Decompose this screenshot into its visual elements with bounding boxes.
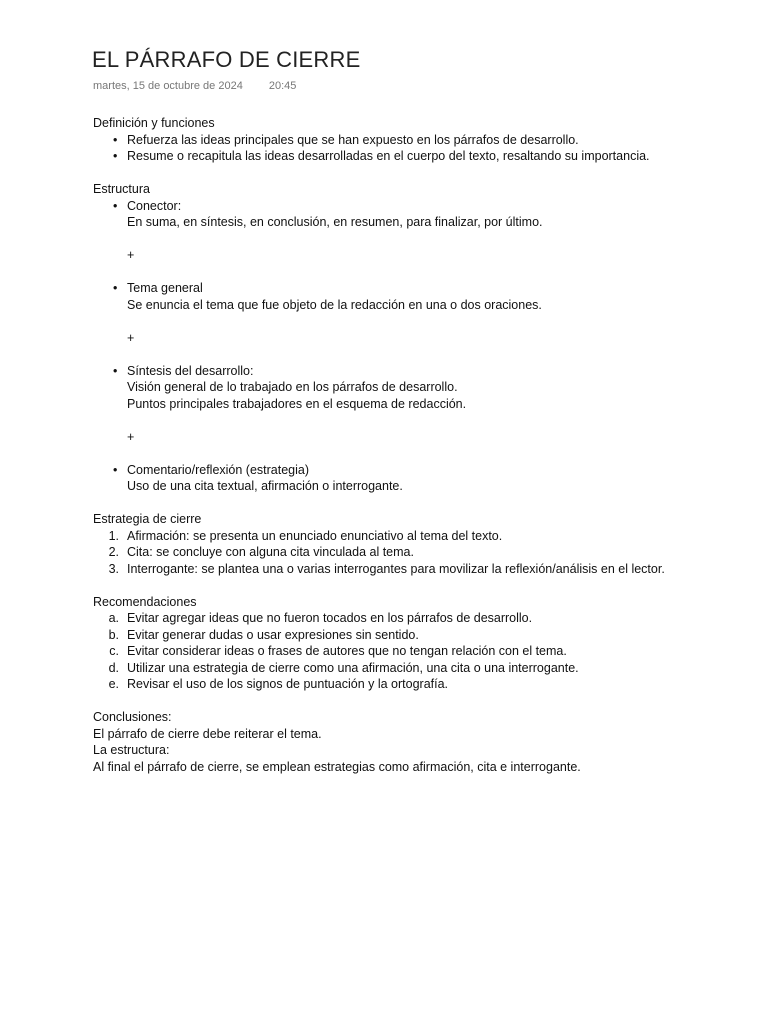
- section-heading-estrategia: Estrategia de cierre: [93, 512, 202, 526]
- item-label: • Comentario/reflexión (estrategia): [127, 462, 310, 477]
- item-text: Cita: se concluye con alguna cita vinculada al tema.: [127, 545, 414, 559]
- list-item: [93, 561, 693, 578]
- list-marker: 2.: [108, 545, 119, 559]
- list-item: [93, 528, 693, 545]
- list-marker: e.: [108, 677, 119, 691]
- list-item: [93, 627, 693, 644]
- item-text: Interrogante: se plantea una o varias interrogantes para movilizar la reflexión/análisis en el lector.: [127, 561, 665, 576]
- list-item: [93, 676, 693, 693]
- recomendaciones-list: [93, 610, 693, 693]
- definicion-list: [93, 132, 693, 165]
- item-line: Puntos principales trabajadores en el esquema de redacción.: [127, 396, 467, 411]
- item-text: Evitar considerar ideas o frases de autores que no tengan relación con el tema.: [127, 644, 567, 658]
- list-item: [93, 363, 693, 413]
- timestamp: [93, 78, 296, 95]
- list-item: [93, 462, 693, 495]
- estructura-list: [93, 363, 693, 413]
- list-item: • Refuerza las ideas principales que se han expuesto en los párrafos de desarrollo.: [93, 132, 693, 149]
- date-label: martes, 15 de octubre de 2024: [93, 80, 243, 92]
- item-label: • Conector:: [127, 198, 182, 213]
- list-marker: 3.: [108, 561, 119, 576]
- plus-sign: +: [127, 330, 135, 345]
- section-heading-recomendaciones: Recomendaciones: [93, 594, 197, 609]
- conclusion-line: La estructura:: [93, 743, 170, 757]
- list-marker: c.: [109, 644, 119, 658]
- estructura-list: [93, 462, 693, 495]
- item-line: En suma, en síntesis, en conclusión, en resumen, para finalizar, por último.: [127, 215, 543, 229]
- list-item: [93, 198, 693, 231]
- section-heading-estructura: Estructura: [93, 182, 150, 196]
- conclusion-line: Conclusiones:: [93, 710, 172, 724]
- estrategia-list: [93, 528, 693, 578]
- plus-sign: +: [127, 429, 135, 444]
- list-marker: a.: [108, 611, 119, 625]
- plus-sign: +: [127, 248, 135, 262]
- item-text: Utilizar una estrategia de cierre como una afirmación, una cita o una interrogante.: [127, 660, 579, 675]
- note-body: [93, 115, 693, 775]
- conclusiones-block: [93, 709, 693, 775]
- item-line: Uso de una cita textual, afirmación o interrogante.: [127, 479, 403, 493]
- section-heading-definicion: Definición y funciones: [93, 116, 215, 130]
- item-label: • Síntesis del desarrollo:: [127, 363, 254, 378]
- estructura-list: [93, 198, 693, 231]
- conclusion-line: El párrafo de cierre debe reiterar el tema.: [93, 726, 322, 741]
- list-item: [93, 610, 693, 627]
- estructura-list: [93, 280, 693, 313]
- item-label: • Tema general: [127, 281, 203, 295]
- time-label: 20:45: [268, 80, 297, 92]
- conclusion-line: Al final el párrafo de cierre, se emplean estrategias como afirmación, cita e interrogante.: [93, 759, 581, 774]
- list-item: [93, 643, 693, 660]
- list-marker: d.: [108, 660, 119, 675]
- item-line: Visión general de lo trabajado en los párrafos de desarrollo.: [127, 380, 458, 394]
- list-item: [93, 660, 693, 677]
- item-text: Evitar agregar ideas que no fueron tocados en los párrafos de desarrollo.: [127, 611, 533, 625]
- page-title: EL PÁRRAFO DE CIERRE: [92, 47, 361, 72]
- list-item: [93, 544, 693, 561]
- item-text: Evitar generar dudas o usar expresiones sin sentido.: [127, 627, 419, 642]
- list-marker: 1.: [108, 528, 119, 543]
- list-marker: b.: [108, 627, 119, 642]
- item-text: Afirmación: se presenta un enunciado enunciativo al tema del texto.: [127, 528, 503, 543]
- item-text: Revisar el uso de los signos de puntuación y la ortografía.: [127, 677, 449, 691]
- item-line: Se enuncia el tema que fue objeto de la redacción en una o dos oraciones.: [127, 297, 542, 312]
- list-item: [93, 280, 693, 313]
- list-item: • Resume o recapitula las ideas desarrolladas en el cuerpo del texto, resaltando su importancia.: [93, 148, 693, 165]
